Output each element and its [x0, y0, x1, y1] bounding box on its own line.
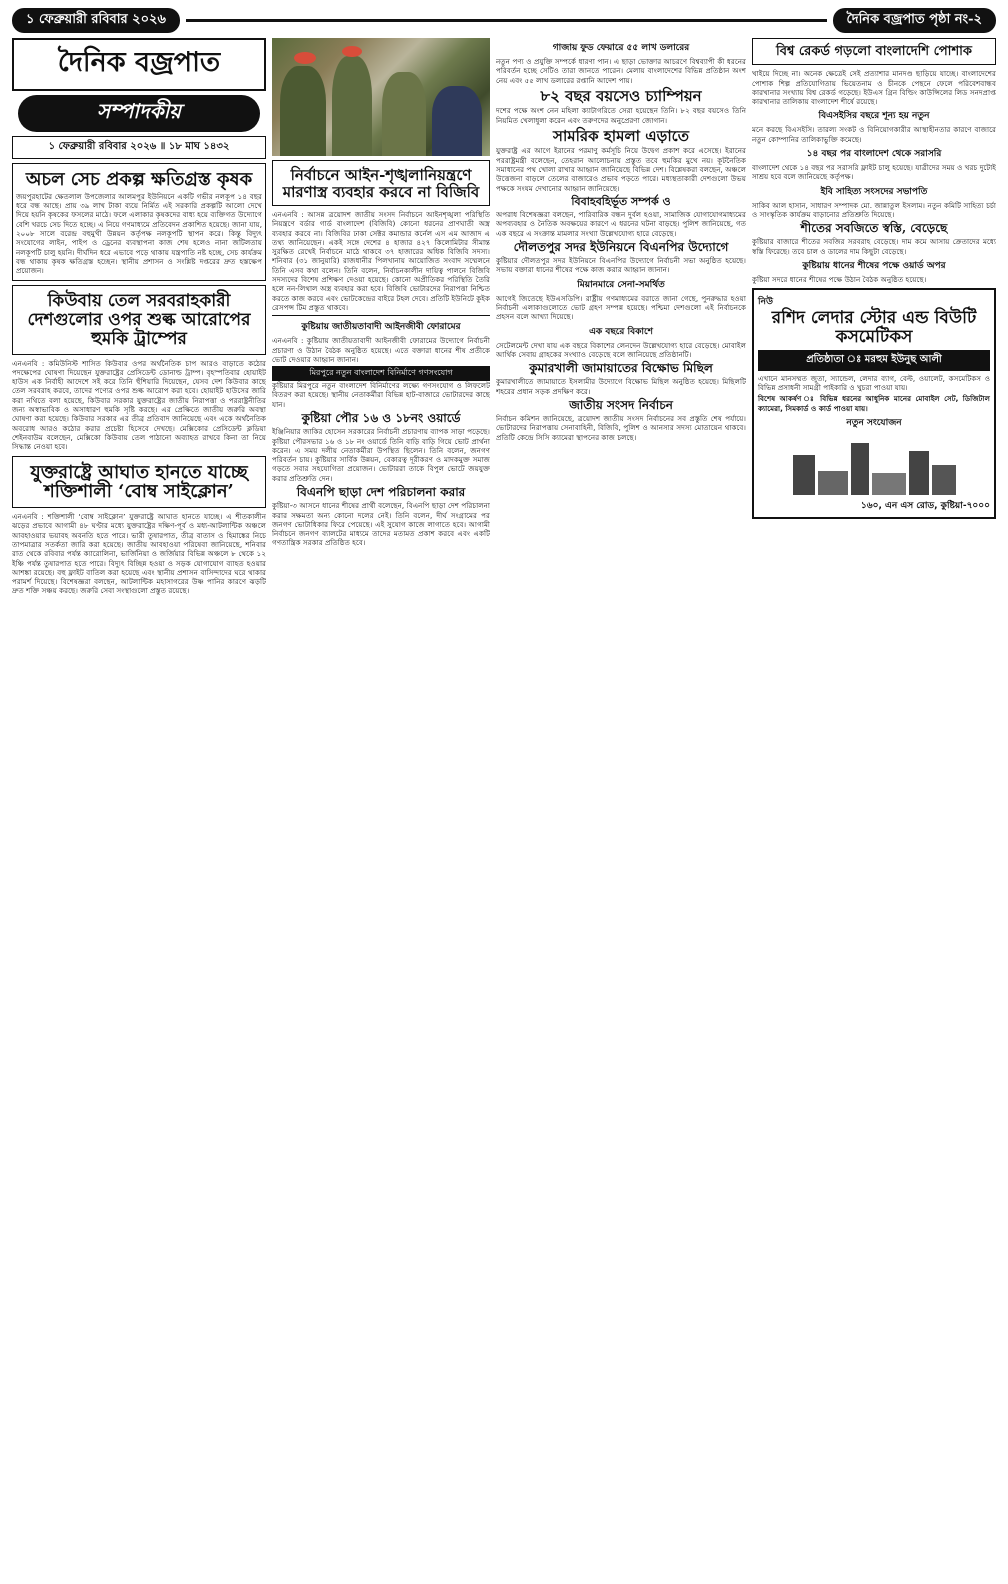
bnp-body: কুষ্টিয়া-৩ আসনে ধানের শীষের প্রার্থী বলেছেন, বিএনপি ছাড়া দেশ পরিচালনা করার সক্ষমতা অন্য কোনো দলের নেই। তিনি বলেন, দীর্ঘ সংগ্রামের পর জনগণ ভোটাধিকার ফিরে পেয়েছে। এই সুযোগ কাজে লাগাতে হবে। আগামী নির্বাচনে জনগণ ব্যালটের মাধ্যমে তাদের মতামত প্রকাশ করবে এবং একটি গণতান্ত্রিক সরকার প্রতিষ্ঠিত হবে। — [272, 501, 490, 548]
section-title: সম্পাদকীয় — [18, 95, 260, 132]
column-editorial — [12, 38, 266, 1578]
flight-headline: ১৪ বছর পর বাংলাদেশ থেকে সরাসরি — [806, 149, 942, 160]
flight-body: বাংলাদেশ থেকে ১৪ বছর পর সরাসরি ফ্লাইট চালু হয়েছে। যাত্রীদের সময় ও খরচ দুটোই সাশ্রয় হবে বলে জানিয়েছে কর্তৃপক্ষ। — [752, 163, 996, 182]
attack-headline: সামরিক হামলা এড়াতে — [553, 126, 689, 145]
bkash-headline: এক বছরে বিকাশে — [589, 326, 653, 337]
garment-article — [752, 38, 996, 65]
bsec-body: মনে করছে বিএসইসি। তারল্য সংকট ও বিনিয়োগকারীর আস্থাহীনতার কারণে বাজারে নতুন কোম্পানির তালিকাভুক্তি কমেছে। — [752, 125, 996, 144]
cyclone-body: এনএনবি : শক্তিশালী ‘বোম্ব সাইক্লোন’ যুক্তরাষ্ট্রে আঘাত হানতে যাচ্ছে। এ শীতকালীন ঝড়ের প্রভাবে আগামী ৪৮ ঘণ্টার মধ্যে যুক্তরাষ্ট্রের দক্ষিণ-পূর্ব ও মধ্য-আটলান্টিক অঞ্চলে আবহাওয়ার ভয়াবহ অবনতি হতে পারে। ভারী তুষারপাত, তীব্র বাতাস ও হিমাঙ্কের নিচে তাপমাত্রার সতর্কতা জারি করা হয়েছে। জাতীয় আবহাওয়া পরিষেবা জানিয়েছে, শনিবার রাত থেকে রবিবার পর্যন্ত ক্যারোলিনা, ভার্জিনিয়া ও জর্জিয়ার বিভিন্ন অঞ্চলে ৮ থেকে ১২ ইঞ্চি পর্যন্ত তুষারপাত হতে পারে। বিদ্যুৎ বিচ্ছিন্ন হওয়া ও সড়ক যোগাযোগ ব্যাহত হওয়ার আশঙ্কা রয়েছে। বহু ফ্লাইট বাতিল করা হয়েছে এবং স্থানীয় প্রশাসন বাসিন্দাদের ঘরে থাকার পরামর্শ দিয়েছে। বিশেষজ্ঞরা বলছেন, আটলান্টিক মহাসাগরের উষ্ণ পানির কারণে ঝড়টি দ্রুত শক্তি সঞ্চয় করছে। জরুরি সেবা সংস্থাগুলো প্রস্তুত রয়েছে। — [12, 512, 266, 596]
ad-note: বিশেষ আকর্ষণ ঃ বিভিন্ন ধরনের আধুনিক মানের মোবাইল সেট, ডিজিটাল ক্যামেরা, সিমকার্ড ও কার্ড পাওয়া যায়। — [758, 394, 990, 413]
ad-title: রশিদ লেদার স্টোর এন্ড বিউটি কসমেটিকস — [771, 308, 977, 348]
column-bgb — [272, 38, 490, 1578]
lawyers-headline: কুষ্টিয়ায় জাতীয়তাবাদী আইনজীবী ফোরামের — [301, 322, 461, 333]
attack-body: যুক্তরাষ্ট্র এর আগে ইরানের পরমাণু কর্মসূচি নিয়ে উদ্বেগ প্রকাশ করে এসেছে। ইরানের পররাষ্ট্রমন্ত্রী বলেছেন, তেহরান আলোচনায় প্রস্তুত তবে হুমকির মুখে নয়। কূটনৈতিক সমাধানের পথ খোলা রাখার আহ্বান জানিয়েছে বিভিন্ন দেশ। বিশ্লেষকরা বলছেন, অঞ্চলে উত্তেজনা বাড়লে তেলের বাজারেও প্রভাব পড়তে পারে। মধ্যস্থতাকারী দেশগুলো উভয় পক্ষকে সংযম দেখানোর আহ্বান জানিয়েছে। — [496, 146, 746, 193]
kumarkhali-headline: কুমারখালী জামায়াতের বিক্ষোভ মিছিল — [529, 361, 713, 376]
daulatpur-headline: দৌলতপুর সদর ইউনিয়নে বিএনপির উদ্যোগে — [513, 239, 729, 254]
bsec-headline: বিএসইসির বছরে শূন্য হয় নতুন — [818, 111, 930, 122]
photo-figure — [432, 86, 482, 156]
champion-body: দশের পক্ষে অংশ নেন মহিলা ক্যাটাগরিতে সেরা হয়েছেন তিনি। ৮২ বছর বয়সেও তিনি নিয়মিত খেলাধুলা করেন এবং তরুণদের অনুপ্রেরণা জোগান। — [496, 106, 746, 125]
ad-tag: নিউ — [758, 297, 773, 308]
dateline: ১ ফেব্রুয়ারী রবিবার ২০২৬ ॥ ১৮ মাঘ ১৪৩২ — [12, 136, 266, 159]
photo-figure — [332, 56, 372, 156]
paddy-headline: কুষ্টিয়ায় ধানের শীষের পক্ষে ওয়ার্ড অপর — [802, 261, 946, 272]
cuba-article — [12, 285, 266, 354]
cyclone-headline: যুক্তরাষ্ট্রে আঘাত হানতে যাচ্ছে শক্তিশালী ‘বোম্ব সাইক্লোন’ — [30, 461, 248, 503]
bgb-body: এনএনবি : আসন্ন ত্রয়োদশ জাতীয় সংসদ নির্বাচনে আইনশৃঙ্খলা পরিস্থিতি নিয়ন্ত্রণে বর্ডার গার্ড বাংলাদেশ (বিজিবি) কোনো ধরনের প্রাণঘাতী অস্ত্র ব্যবহার করবে না। বিজিবির ঢাকা সেক্টর কমান্ডার কর্নেল এস এম আজাদ এ তথ্য জানিয়েছেন। একই সঙ্গে দেশের ৪ হাজার ৪২৭ কিলোমিটার সীমান্ত সুরক্ষিত রেখেই নির্বাচনে মাঠে থাকবে ৩৭ হাজারের অধিক বিজিবি সদস্য। শনিবার (৩১ জানুয়ারি) রাজধানীর পিলখানায় আয়োজিত সংবাদ সম্মেলনে তিনি এসব কথা বলেন। তিনি বলেন, নির্বাচনকালীন দায়িত্ব পালনে বিজিবি সদস্যদের বিশেষ প্রশিক্ষণ দেওয়া হয়েছে। কোনো অপ্রীতিকর পরিস্থিতি তৈরি হলে নন-লিথাল অস্ত্র ব্যবহার করা হবে। বিজিবি ভোটারদের নিরাপত্তা নিশ্চিত করতে কাজ করবে এবং ভোটকেন্দ্রের বাইরে টহল দেবে। প্রতিটি ইউনিটে কুইক রেসপন্স টিম প্রস্তুত থাকবে। — [272, 210, 490, 312]
election-body: নির্বাচন কমিশন জানিয়েছে, ত্রয়োদশ জাতীয় সংসদ নির্বাচনের সব প্রস্তুতি শেষ পর্যায়ে। ভোটারদের নিরাপত্তায় সেনাবাহিনী, বিজিবি, পুলিশ ও আনসার সদস্য মোতায়েন থাকবে। প্রতিটি কেন্দ্রে সিসি ক্যামেরা স্থাপনের কাজ চলছে। — [496, 414, 746, 442]
relationship-body: অপরাধ বিশেষজ্ঞরা বলছেন, পারিবারিক বন্ধন দুর্বল হওয়া, সামাজিক যোগাযোগমাধ্যমের অপব্যবহার ও নৈতিক অবক্ষয়ের কারণে এ ধরনের ঘটনা বাড়ছে। পুলিশ জানিয়েছে, গত এক বছরে এ সংক্রান্ত মামলার সংখ্যা উল্লেখযোগ্য হারে বেড়েছে। — [496, 210, 746, 238]
advertisement — [752, 288, 996, 519]
vegetable-body: কুষ্টিয়ার বাজারে শীতের সবজির সরবরাহ বেড়েছে। দাম কমে আসায় ক্রেতাদের মধ্যে স্বস্তি ফিরেছে। তবে চাল ও ডালের দাম কিছুটা বেড়েছে। — [752, 237, 996, 256]
cuba-headline: কিউবায় তেল সরবরাহকারী দেশগুলোর ওপর শুল্ক আরোপের হুমকি ট্রাম্পের — [27, 291, 251, 349]
editorial-headline: অচল সেচ প্রকল্প ক্ষতিগ্রস্ত কৃষক — [25, 169, 253, 190]
product-icon — [932, 465, 956, 495]
literature-headline: ইবি সাহিত্য সংসদের সভাপতি — [820, 186, 928, 197]
ad-new-label: নতুন সংযোজন — [846, 417, 902, 428]
photo-beret — [294, 52, 316, 64]
food-fair-headline: গাজায় ফুড ফেয়ারে ৫৫ লাখ ডলারের — [552, 43, 690, 53]
masthead — [12, 38, 266, 91]
literature-body: সাকিব আল হাসান, সাধারণ সম্পাদক মো. জান্নাতুল ইসলাম। নতুন কমিটি সাহিত্য চর্চা ও সাংস্কৃতিক কার্যক্রম বাড়ানোর প্রতিশ্রুতি দিয়েছে। — [752, 200, 996, 219]
vegetable-headline: শীতের সবজিতে স্বস্তি, বেড়েছে — [800, 221, 948, 236]
myanmar-headline: মিয়ানমারে সেনা-সমর্থিত — [577, 279, 665, 290]
newspaper-title: দৈনিক বজ্রপাত — [57, 47, 221, 78]
product-icon — [909, 451, 929, 495]
ad-address: ১৬০, এন এস রোড, কুষ্টিয়া-৭০০০ — [860, 500, 990, 511]
myanmar-body: আগেই জিতেছে ইউএসডিপি। রাষ্ট্রীয় গণমাধ্যমের বরাতে জানা গেছে, পুনরুদ্ধার হওয়া নির্বাচনী এলাকাগুলোতে ভোট গ্রহণ সম্পন্ন হয়েছে। পশ্চিমা দেশগুলো এই নির্বাচনকে প্রহসন বলে আখ্যা দিয়েছে। — [496, 293, 746, 322]
cuba-body: এনএনবি : কমিউনিস্ট শাসিত কিউবার ওপর অর্থনৈতিক চাপ আরও বাড়াতে কঠোর পদক্ষেপের ঘোষণা দিয়েছেন যুক্তরাষ্ট্রের প্রেসিডেন্ট ডোনাল্ড ট্রাম্প। বৃহস্পতিবার হোয়াইট হাউস এক নির্বাহী আদেশে সই করে তিনি হুঁশিয়ারি দিয়েছেন, যেসব দেশ কিউবার কাছে তেল সরবরাহ করবে, তাদের পণ্যের ওপর শুল্ক আরোপ করা হবে। হোয়াইট হাউসের জারি করা নথিতে বলা হয়েছে, কিউবার সরকার যুক্তরাষ্ট্রের জাতীয় নিরাপত্তা ও পররাষ্ট্রনীতির জন্য অস্বাভাবিক ও অসাধারণ হুমকি সৃষ্টি করছে। এর প্রেক্ষিতে জাতীয় জরুরি অবস্থা ঘোষণা করা হয়েছে। কিউবার সরকার এর তীব্র প্রতিবাদ জানিয়েছে এবং একে অর্থনৈতিক অবরোধ আরও কঠোর করার প্রচেষ্টা হিসেবে দেখছে। মেক্সিকোর প্রেসিডেন্ট ক্লডিয়া শেইনবাউম বলেছেন, মেক্সিকো কিউবায় তেল পাঠানো অব্যাহত রাখবে কিনা তা নিয়ে সিদ্ধান্ত নেওয়া হবে। — [12, 358, 266, 452]
page-date: ১ ফেব্রুয়ারী রবিবার ২০২৬ — [12, 8, 180, 33]
editorial-article — [12, 163, 266, 281]
column-news — [496, 38, 746, 1578]
bgb-headline: নির্বাচনে আইন-শৃঙ্খলানিয়ন্ত্রণে মারণাস্ত্র ব্যবহার করবে না বিজিবি — [282, 166, 480, 201]
bkash-body: সেটেলমেন্ট দেখা যায় এক বছরে বিকাশের লেনদেন উল্লেখযোগ্য হারে বেড়েছে। মোবাইল আর্থিক সেবায় গ্রাহকের সংখ্যাও বেড়েছে বলে জানিয়েছে প্রতিষ্ঠানটি। — [496, 340, 746, 359]
lawyers-body: এনএনবি : কুষ্টিয়ায় জাতীয়তাবাদী আইনজীবী ফোরামের উদ্যোগে নির্বাচনী প্রচারণা ও উঠান বৈঠক অনুষ্ঠিত হয়েছে। এতে বক্তারা ধানের শীষ প্রতীকে ভোট দেওয়ার আহ্বান জানান। — [272, 336, 490, 364]
product-icon — [851, 443, 869, 495]
bgb-article — [272, 160, 490, 206]
top-rule — [186, 19, 827, 22]
ad-body: এখানে মানসম্মত জুতা, স্যান্ডেল, লেদার ব্যাগ, বেল্ট, ওয়ালেট, কসমেটিকস ও বিভিন্ন প্রসাধনী সামগ্রী পাইকারি ও খুচরা পাওয়া যায়। — [758, 373, 990, 393]
camera-icon — [872, 473, 906, 495]
product-icon — [793, 455, 815, 495]
kumarkhali-body: কুমারখালীতে জামায়াতে ইসলামীর উদ্যোগে বিক্ষোভ মিছিল অনুষ্ঠিত হয়েছে। মিছিলটি শহরের প্রধান সড়ক প্রদক্ষিণ করে। — [496, 377, 746, 396]
food-fair-body: নতুন পণ্য ও প্রযুক্তি সম্পর্কে ধারণা পান। এ ছাড়া ভোক্তার আচরণে বিশ্বব্যাপী কী ধরনের পরিবর্তন হচ্ছে সেটিও তারা জানতে পারেন। মেলায় বাংলাদেশের বিভিন্ন প্রতিষ্ঠান অংশ নেয় এবং ৫৫ লাখ ডলারের রপ্তানি আদেশ পায়। — [496, 57, 746, 85]
photo-beret — [342, 46, 362, 57]
cyclone-article — [12, 456, 266, 509]
daulatpur-body: কুষ্টিয়ার দৌলতপুর সদর ইউনিয়নে বিএনপির উদ্যোগে নির্বাচনী সভা অনুষ্ঠিত হয়েছে। সভায় বক্তারা ধানের শীষের পক্ষে কাজ করার আহ্বান জানান। — [496, 256, 746, 275]
editorial-body: জয়পুরহাটের ক্ষেতলাল উপজেলার আলমপুর ইউনিয়নে একটি গভীর নলকূপ ১৪ বছর ধরে বন্ধ আছে। প্রায় ৩৯ লাখ টাকা ব্যয়ে নির্মিত এই সরকারি প্রকল্পটি আলো দেখে দিয়ে হয়নি কৃষকের ফসলের মাঠে। ফলে এলাকার কৃষকদের বাধ্য হয়ে ব্যক্তিগত উদ্যোগে বেশি খরচে সেচ দিতে হচ্ছে। এ নিয়ে গণমাধ্যমে প্রতিবেদন প্রকাশিত হয়েছে। জানা যায়, ২০০৮ সালে বরেন্দ্র বহুমুখী উন্নয়ন কর্তৃপক্ষ নলকূপটি স্থাপন করে। কিন্তু বিদ্যুৎ সংযোগের লাইন, পাইপ ও ড্রেনের ব্যবস্থাপনা কাজ শেষ হলেও নানা জটিলতায় নলকূপটি চালু হয়নি। দীর্ঘদিন ধরে এভাবে পড়ে থাকায় যন্ত্রপাতি নষ্ট হচ্ছে, সেচ কার্যক্রম বন্ধ থাকায় কৃষক ক্ষতিগ্রস্ত হচ্ছেন। স্থানীয় প্রশাসন ও সংশ্লিষ্ট দপ্তরের দ্রুত হস্তক্ষেপ প্রয়োজন। — [16, 191, 262, 276]
garment-body: খাইয়ে দিচ্ছে না। অনেক ক্ষেত্রেই সেই প্রত্যাশার মানদণ্ড ছাড়িয়ে যাচ্ছে। বাংলাদেশের পোশাক শিল্প প্রতিযোগিতায় ভিয়েতনাম ও চীনকে পেছনে ফেলে পরিবেশবান্ধব কারখানার সংখ্যায় বিশ্ব রেকর্ড গড়েছে। ইউএস গ্রিন বিল্ডিং কাউন্সিলের লিড সনদপ্রাপ্ত কারখানার তালিকায় বাংলাদেশ শীর্ষে রয়েছে। — [752, 69, 996, 107]
bgb-photo — [272, 38, 490, 156]
page-number-label: দৈনিক বজ্রপাত পৃষ্ঠা নং-২ — [833, 8, 997, 33]
photo-figure — [280, 66, 326, 156]
paddy-body: কুষ্টিয়া সদরে ধানের শীষের পক্ষে উঠান বৈঠক অনুষ্ঠিত হয়েছে। — [752, 275, 927, 285]
mirpur-body: কুষ্টিয়ার মিরপুরে নতুন বাংলাদেশ বিনির্মাণের লক্ষ্যে গণসংযোগ ও লিফলেট বিতরণ করা হয়েছে। স্থানীয় নেতাকর্মীরা বিভিন্ন হাট-বাজারে ভোটারদের কাছে যান। — [272, 381, 490, 409]
ad-founder: প্রতিষ্ঠাতা ঃ মরহুম ইউনুছ আলী — [758, 350, 990, 371]
mirpur-headline: মিরপুরে নতুন বাংলাদেশ বিনির্মাণে গণসংযোগ — [272, 366, 490, 381]
ward-body: ইঞ্জিনিয়ার জাকির হোসেন সরকারের নির্বাচনী প্রচারণায় ব্যাপক সাড়া পড়েছে। কুষ্টিয়া পৌরসভার ১৬ ও ১৮ নং ওয়ার্ডে তিনি বাড়ি বাড়ি গিয়ে ভোট প্রার্থনা করেন। এ সময় দলীয় নেতাকর্মীরা উপস্থিত ছিলেন। তিনি বলেন, জনগণ পরিবর্তন চায়। কুষ্টিয়ার সার্বিক উন্নয়ন, বেকারত্ব দূরীকরণ ও মাদকমুক্ত সমাজ গড়তে সবার সহযোগিতা প্রয়োজন। ভোটাররা তাকে বিপুল ভোটে জয়যুক্ত করার প্রতিশ্রুতি দেন। — [272, 427, 490, 483]
photo-figure — [382, 72, 426, 156]
divider — [272, 315, 490, 316]
ad-product-images — [758, 433, 990, 495]
champion-headline: ৮২ বছর বয়সেও চ্যাম্পিয়ন — [540, 86, 702, 105]
election-headline: জাতীয় সংসদ নির্বাচন — [569, 398, 673, 412]
column-mixed — [752, 38, 996, 1578]
relationship-headline: বিবাহবহির্ভূত সম্পর্ক ও — [571, 194, 671, 208]
ward-headline: কুষ্টিয়া পৌর ১৬ ও ১৮নং ওয়ার্ডে — [301, 411, 461, 426]
garment-headline: বিশ্ব রেকর্ড গড়লো বাংলাদেশি পোশাক — [776, 44, 972, 59]
bnp-headline: বিএনপি ছাড়া দেশ পরিচালনা করার — [296, 485, 466, 500]
top-bar — [12, 8, 996, 32]
camera-icon — [818, 471, 848, 495]
